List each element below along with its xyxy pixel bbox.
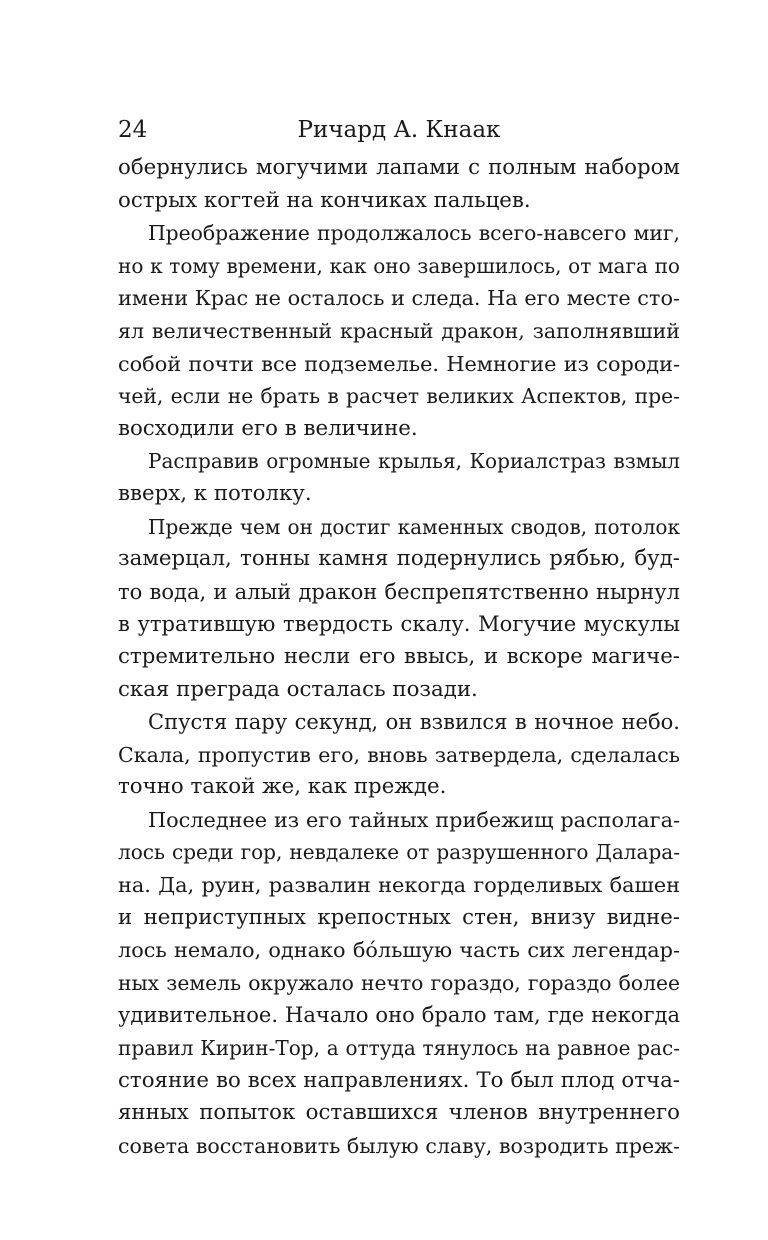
text-line: в утратившую твердость скалу. Могучие мускулы [118, 611, 680, 637]
text-line: точно такой же, как прежде. [118, 774, 447, 800]
text-line: стояние во всех направлениях. То был плод отча- [118, 1067, 680, 1093]
text-line: Расправив огромные крылья, Кориалстраз взмыл [148, 449, 680, 474]
text-line: Скала, пропустив его, вновь затвердела, сделалась [118, 742, 680, 767]
text-line: янных попыток оставшихся членов внутреннего [118, 1100, 680, 1126]
text-line: замерцал, тонны камня подернулись рябью, буд- [118, 546, 680, 572]
text-line: Спустя пару секунд, он взвился в ночное небо. [148, 709, 680, 735]
text-line: то вода, и алый дракон беспрепятственно нырнул [118, 578, 680, 604]
text-line: чей, если не брать в расчет великих Аспектов, пре- [118, 384, 680, 409]
running-head [118, 112, 680, 148]
text-line: на. Да, руин, развалин некогда горделивых башен [118, 873, 680, 898]
text-line: лось немало, однако бóльшую часть сих легендар- [118, 938, 680, 963]
text-line: обернулись могучими лапами с полным набором [118, 155, 680, 180]
text-line: вверх, к потолку. [118, 480, 312, 506]
text-line: совета восстановить былую славу, возродить преж- [118, 1133, 680, 1158]
text-line: острых когтей на кончиках пальцев. [118, 187, 531, 213]
text-line: ял величественный красный дракон, заполнявший [118, 318, 680, 343]
text-line: удивительное. Начало оно брало там, где некогда [118, 1002, 680, 1028]
text-line: собой почти все подземелье. Немногие из сороди- [118, 351, 680, 376]
text-line: правил Кирин-Тор, а оттуда тянулось на равное рас- [118, 1036, 680, 1061]
page-number: 24 [118, 117, 148, 143]
text-line: лось среди гор, невдалеке от разрушенного Далара- [118, 840, 680, 865]
text-line: ных земель окружало нечто гораздо, гораздо более [118, 970, 680, 995]
text-line: ская преграда осталась позади. [118, 676, 478, 702]
book-page [118, 112, 680, 1162]
text-line: восходили его в величине. [118, 415, 418, 441]
text-line: Преображение продолжалось всего-навсего миг, [148, 221, 680, 246]
text-line: имени Крас не осталось и следа. На его месте сто- [118, 286, 680, 311]
running-head-author: Ричард А. Кнаак [297, 117, 501, 143]
text-line: но к тому времени, как оно завершилось, от мага по [118, 253, 680, 278]
text-line: стремительно несли его ввысь, и вскоре магиче- [118, 643, 680, 669]
text-line: Прежде чем он достиг каменных сводов, потолок [148, 514, 680, 539]
text-line: Последнее из его тайных прибежищ располага- [148, 807, 680, 832]
text-line: и неприступных крепостных стен, внизу видне- [118, 904, 680, 930]
body-text [118, 152, 680, 1162]
